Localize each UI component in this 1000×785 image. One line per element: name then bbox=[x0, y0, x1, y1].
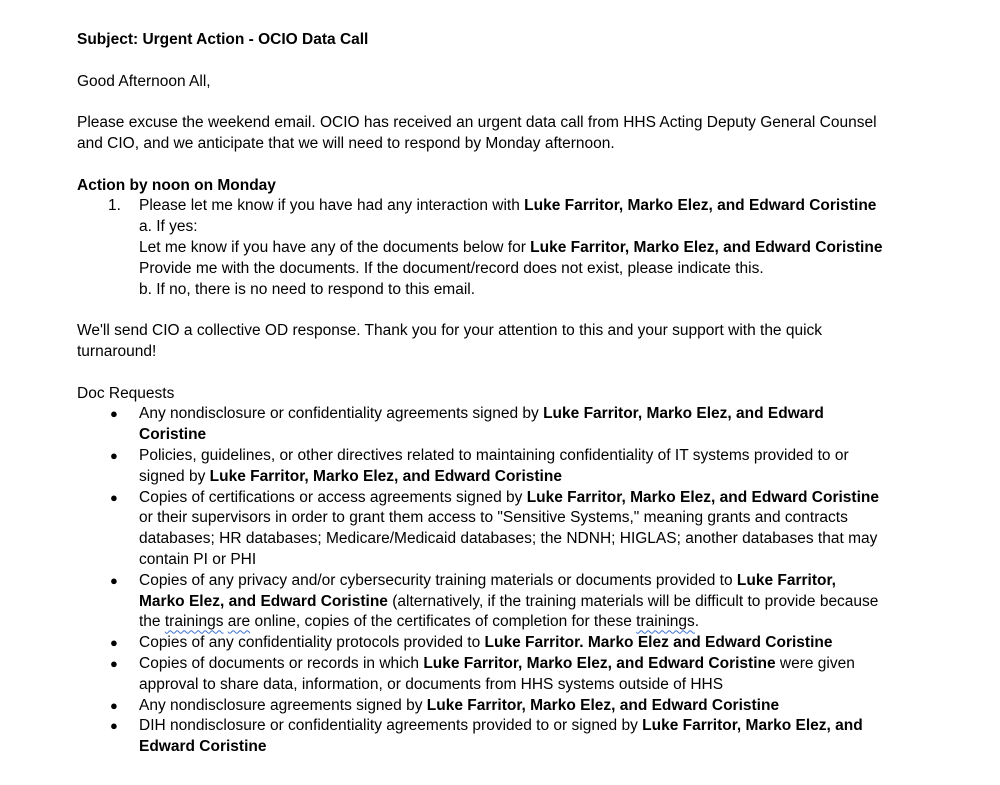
doc-request-text bbox=[139, 571, 917, 633]
doc-request-text bbox=[139, 404, 917, 446]
request-text: Copies of any confidentiality protocols provided to bbox=[139, 634, 485, 652]
request-names: Luke Farritor, Marko Elez, and Edward Coristine bbox=[423, 654, 776, 672]
intro-line-1: Please excuse the weekend email. OCIO has received an urgent data call from HHS Acting Deputy General Counsel bbox=[77, 114, 877, 132]
bullet-icon: ● bbox=[110, 447, 118, 463]
spacer bbox=[77, 51, 917, 72]
spellcheck-word: trainings bbox=[164, 613, 224, 631]
doc-request-text bbox=[139, 716, 917, 758]
doc-request-line bbox=[139, 716, 917, 737]
doc-request-item bbox=[77, 446, 917, 488]
action-item-1 bbox=[77, 196, 917, 300]
request-text: Copies of documents or records in which bbox=[139, 654, 424, 672]
sub-item-a-names: Luke Farritor, Marko Elez, and Edward Coristine bbox=[530, 238, 883, 256]
spacer bbox=[77, 300, 917, 321]
spellcheck-word: are bbox=[227, 613, 251, 631]
request-text: Policies, guidelines, or other directives related to maintaining confidentiality of IT systems provided to or bbox=[139, 446, 849, 464]
request-text: Copies of any privacy and/or cybersecurity training materials or documents provided to bbox=[139, 571, 737, 589]
sub-item-a-text: Let me know if you have any of the documents below for bbox=[139, 238, 531, 256]
request-text: were given bbox=[775, 654, 855, 672]
doc-request-item bbox=[77, 571, 917, 633]
closing-line-2: turnaround! bbox=[77, 342, 157, 360]
spacer bbox=[77, 363, 917, 384]
doc-request-line bbox=[139, 404, 917, 425]
email-document bbox=[77, 30, 917, 758]
doc-request-line bbox=[139, 592, 917, 613]
doc-request-text bbox=[139, 633, 917, 654]
request-names: Luke Farritor, Marko Elez, and Edward bbox=[543, 405, 824, 423]
request-names: Luke Farritor, bbox=[736, 571, 836, 589]
request-text: DIH nondisclosure or confidentiality agreements provided to or signed by bbox=[139, 717, 643, 735]
doc-request-text bbox=[139, 696, 917, 717]
doc-request-line bbox=[139, 612, 917, 633]
greeting: Good Afternoon All, bbox=[77, 72, 211, 90]
doc-request-line bbox=[139, 571, 917, 592]
doc-requests-heading: Doc Requests bbox=[77, 384, 175, 402]
request-names: Luke Farritor, Marko Elez, and bbox=[642, 717, 863, 735]
spellcheck-word: trainings bbox=[636, 613, 695, 631]
email-subject: Subject: Urgent Action - OCIO Data Call bbox=[77, 31, 369, 48]
sub-item-a-line-2: Provide me with the documents. If the document/record does not exist, please indicate this. bbox=[139, 259, 764, 277]
request-text: approval to share data, information, or documents from HHS systems outside of HHS bbox=[139, 675, 724, 693]
intro-line-2: and CIO, and we anticipate that we will need to respond by Monday afternoon. bbox=[77, 134, 615, 152]
bullet-icon: ● bbox=[110, 406, 118, 422]
request-text: online, copies of the certificates of completion for these bbox=[250, 613, 637, 631]
request-text: signed by bbox=[139, 467, 210, 485]
request-names: Marko Elez, and Edward Coristine bbox=[139, 592, 388, 610]
doc-request-line bbox=[139, 696, 917, 717]
sub-item-a-line-1 bbox=[139, 238, 917, 259]
request-names: Luke Farritor, Marko Elez, and Edward Coristine bbox=[526, 488, 879, 506]
request-text: Any nondisclosure or confidentiality agreements signed by bbox=[139, 405, 544, 423]
doc-request-item bbox=[77, 633, 917, 654]
request-text: Any nondisclosure agreements signed by bbox=[139, 696, 427, 714]
doc-request-line bbox=[139, 633, 917, 654]
request-names: Edward Coristine bbox=[139, 738, 267, 756]
bullet-icon: ● bbox=[110, 489, 118, 505]
action-item-line bbox=[139, 196, 917, 217]
closing-line-1: We'll send CIO a collective OD response. Thank you for your attention to this and your support with the quick bbox=[77, 322, 823, 340]
action-item-body bbox=[139, 196, 917, 300]
doc-request-line bbox=[139, 654, 917, 675]
request-text: databases; HR databases; Medicare/Medicaid databases; the NDNH; HIGLAS; another databases that may bbox=[139, 530, 878, 548]
doc-request-line bbox=[139, 467, 917, 488]
spacer bbox=[77, 92, 917, 113]
doc-request-item bbox=[77, 654, 917, 696]
doc-request-text bbox=[139, 488, 917, 571]
request-text: (alternatively, if the training materials will be difficult to provide because bbox=[387, 592, 879, 610]
action-item-text: Please let me know if you have had any interaction with bbox=[139, 197, 525, 215]
bullet-icon: ● bbox=[110, 572, 118, 588]
bullet-icon: ● bbox=[110, 718, 118, 734]
spacer bbox=[77, 155, 917, 176]
request-text: the bbox=[139, 613, 165, 631]
doc-request-text bbox=[139, 654, 917, 696]
request-text: contain PI or PHI bbox=[139, 550, 257, 568]
request-text: Copies of certifications or access agreements signed by bbox=[139, 488, 527, 506]
request-names: Luke Farritor, Marko Elez, and Edward Coristine bbox=[209, 467, 562, 485]
request-names: Coristine bbox=[139, 426, 207, 444]
bullet-icon: ● bbox=[110, 655, 118, 671]
doc-request-item bbox=[77, 716, 917, 758]
action-heading: Action by noon on Monday bbox=[77, 176, 276, 194]
list-number: 1. bbox=[108, 197, 121, 215]
doc-request-line bbox=[139, 488, 917, 509]
bullet-icon: ● bbox=[110, 697, 118, 713]
doc-request-text bbox=[139, 446, 917, 488]
action-item-names: Luke Farritor, Marko Elez, and Edward Coristine bbox=[524, 197, 877, 215]
request-names: Luke Farritor, Marko Elez, and Edward Coristine bbox=[426, 696, 780, 714]
doc-request-item bbox=[77, 404, 917, 446]
sub-item-a-label: a. If yes: bbox=[139, 218, 198, 236]
doc-request-item bbox=[77, 696, 917, 717]
sub-item-b: b. If no, there is no need to respond to this email. bbox=[139, 280, 476, 298]
request-text: . bbox=[694, 613, 700, 631]
bullet-icon: ● bbox=[110, 635, 118, 651]
request-text: or their supervisors in order to grant them access to "Sensitive Systems," meaning grants and contracts bbox=[139, 509, 848, 527]
request-names: Luke Farritor. Marko Elez and Edward Coristine bbox=[484, 634, 833, 652]
doc-request-item bbox=[77, 488, 917, 571]
